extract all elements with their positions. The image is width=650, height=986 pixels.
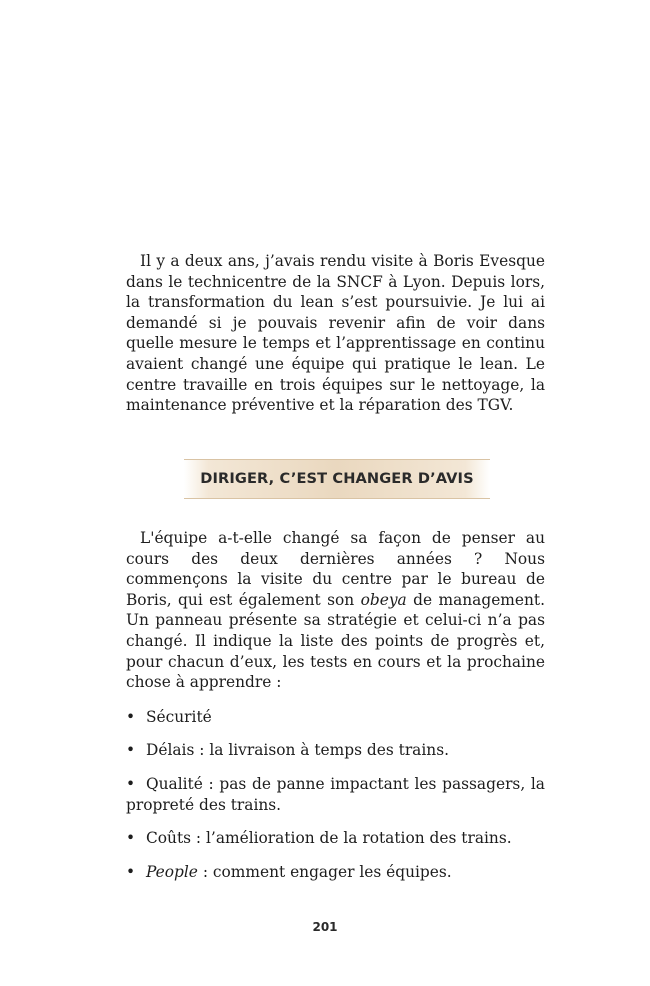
list-item-securite (126, 707, 545, 728)
body-text-part1: L'équipe a-t-elle changé sa façon de penser au cours des deux dernières années ? Nous commençons la visite du centre par le bureau de Boris, qui est également son (126, 529, 545, 609)
body-text-part2: de management. Un panneau présente sa stratégie et celui-ci n’a pas changé. Il indique la liste des points de progrès et, pour chacun d’eux, les tests en cours et la prochaine chose à apprendre : (126, 590, 545, 692)
bullet-icon: • (126, 774, 136, 793)
intro-paragraph: Il y a deux ans, j’avais rendu visite à Boris Evesque dans le technicentre de la SNCF à Lyon. Depuis lors, la transformation du lean s’est poursuivie. Je lui ai demandé si je pouvais revenir afin de voir dans quelle mesure le temps et l’apprentissage en continu avaient changé une équipe qui pratique le lean. Le centre travaille en trois équipes sur le nettoyage, la maintenance préventive et la réparation des TGV. (126, 252, 545, 415)
list-item-delais (126, 740, 545, 761)
body-section (126, 528, 545, 882)
list-item-people (126, 862, 545, 883)
list-item-qualite (126, 774, 545, 815)
list-item-text: Qualité : pas de panne impactant les passagers, la propreté des trains. (126, 774, 545, 814)
body-paragraph (126, 528, 545, 693)
page-number: 201 (312, 920, 338, 934)
bullet-icon: • (126, 862, 136, 881)
people-term: People (146, 862, 198, 881)
list-item-text: Délais : la livraison à temps des trains. (146, 741, 449, 760)
obeya-term: obeya (360, 590, 407, 609)
intro-section (126, 251, 545, 416)
section-heading-band (184, 459, 490, 499)
bullet-icon: • (126, 829, 136, 848)
bullet-icon: • (126, 707, 136, 726)
list-item-text: : comment engager les équipes. (197, 862, 452, 881)
list-item-text: Sécurité (146, 707, 212, 726)
section-heading: DIRIGER, C’EST CHANGER D’AVIS (200, 470, 474, 487)
bullet-icon: • (126, 741, 136, 760)
bullet-list (126, 707, 545, 883)
list-item-couts (126, 828, 545, 849)
list-item-text: Coûts : l’amélioration de la rotation des trains. (146, 829, 512, 848)
